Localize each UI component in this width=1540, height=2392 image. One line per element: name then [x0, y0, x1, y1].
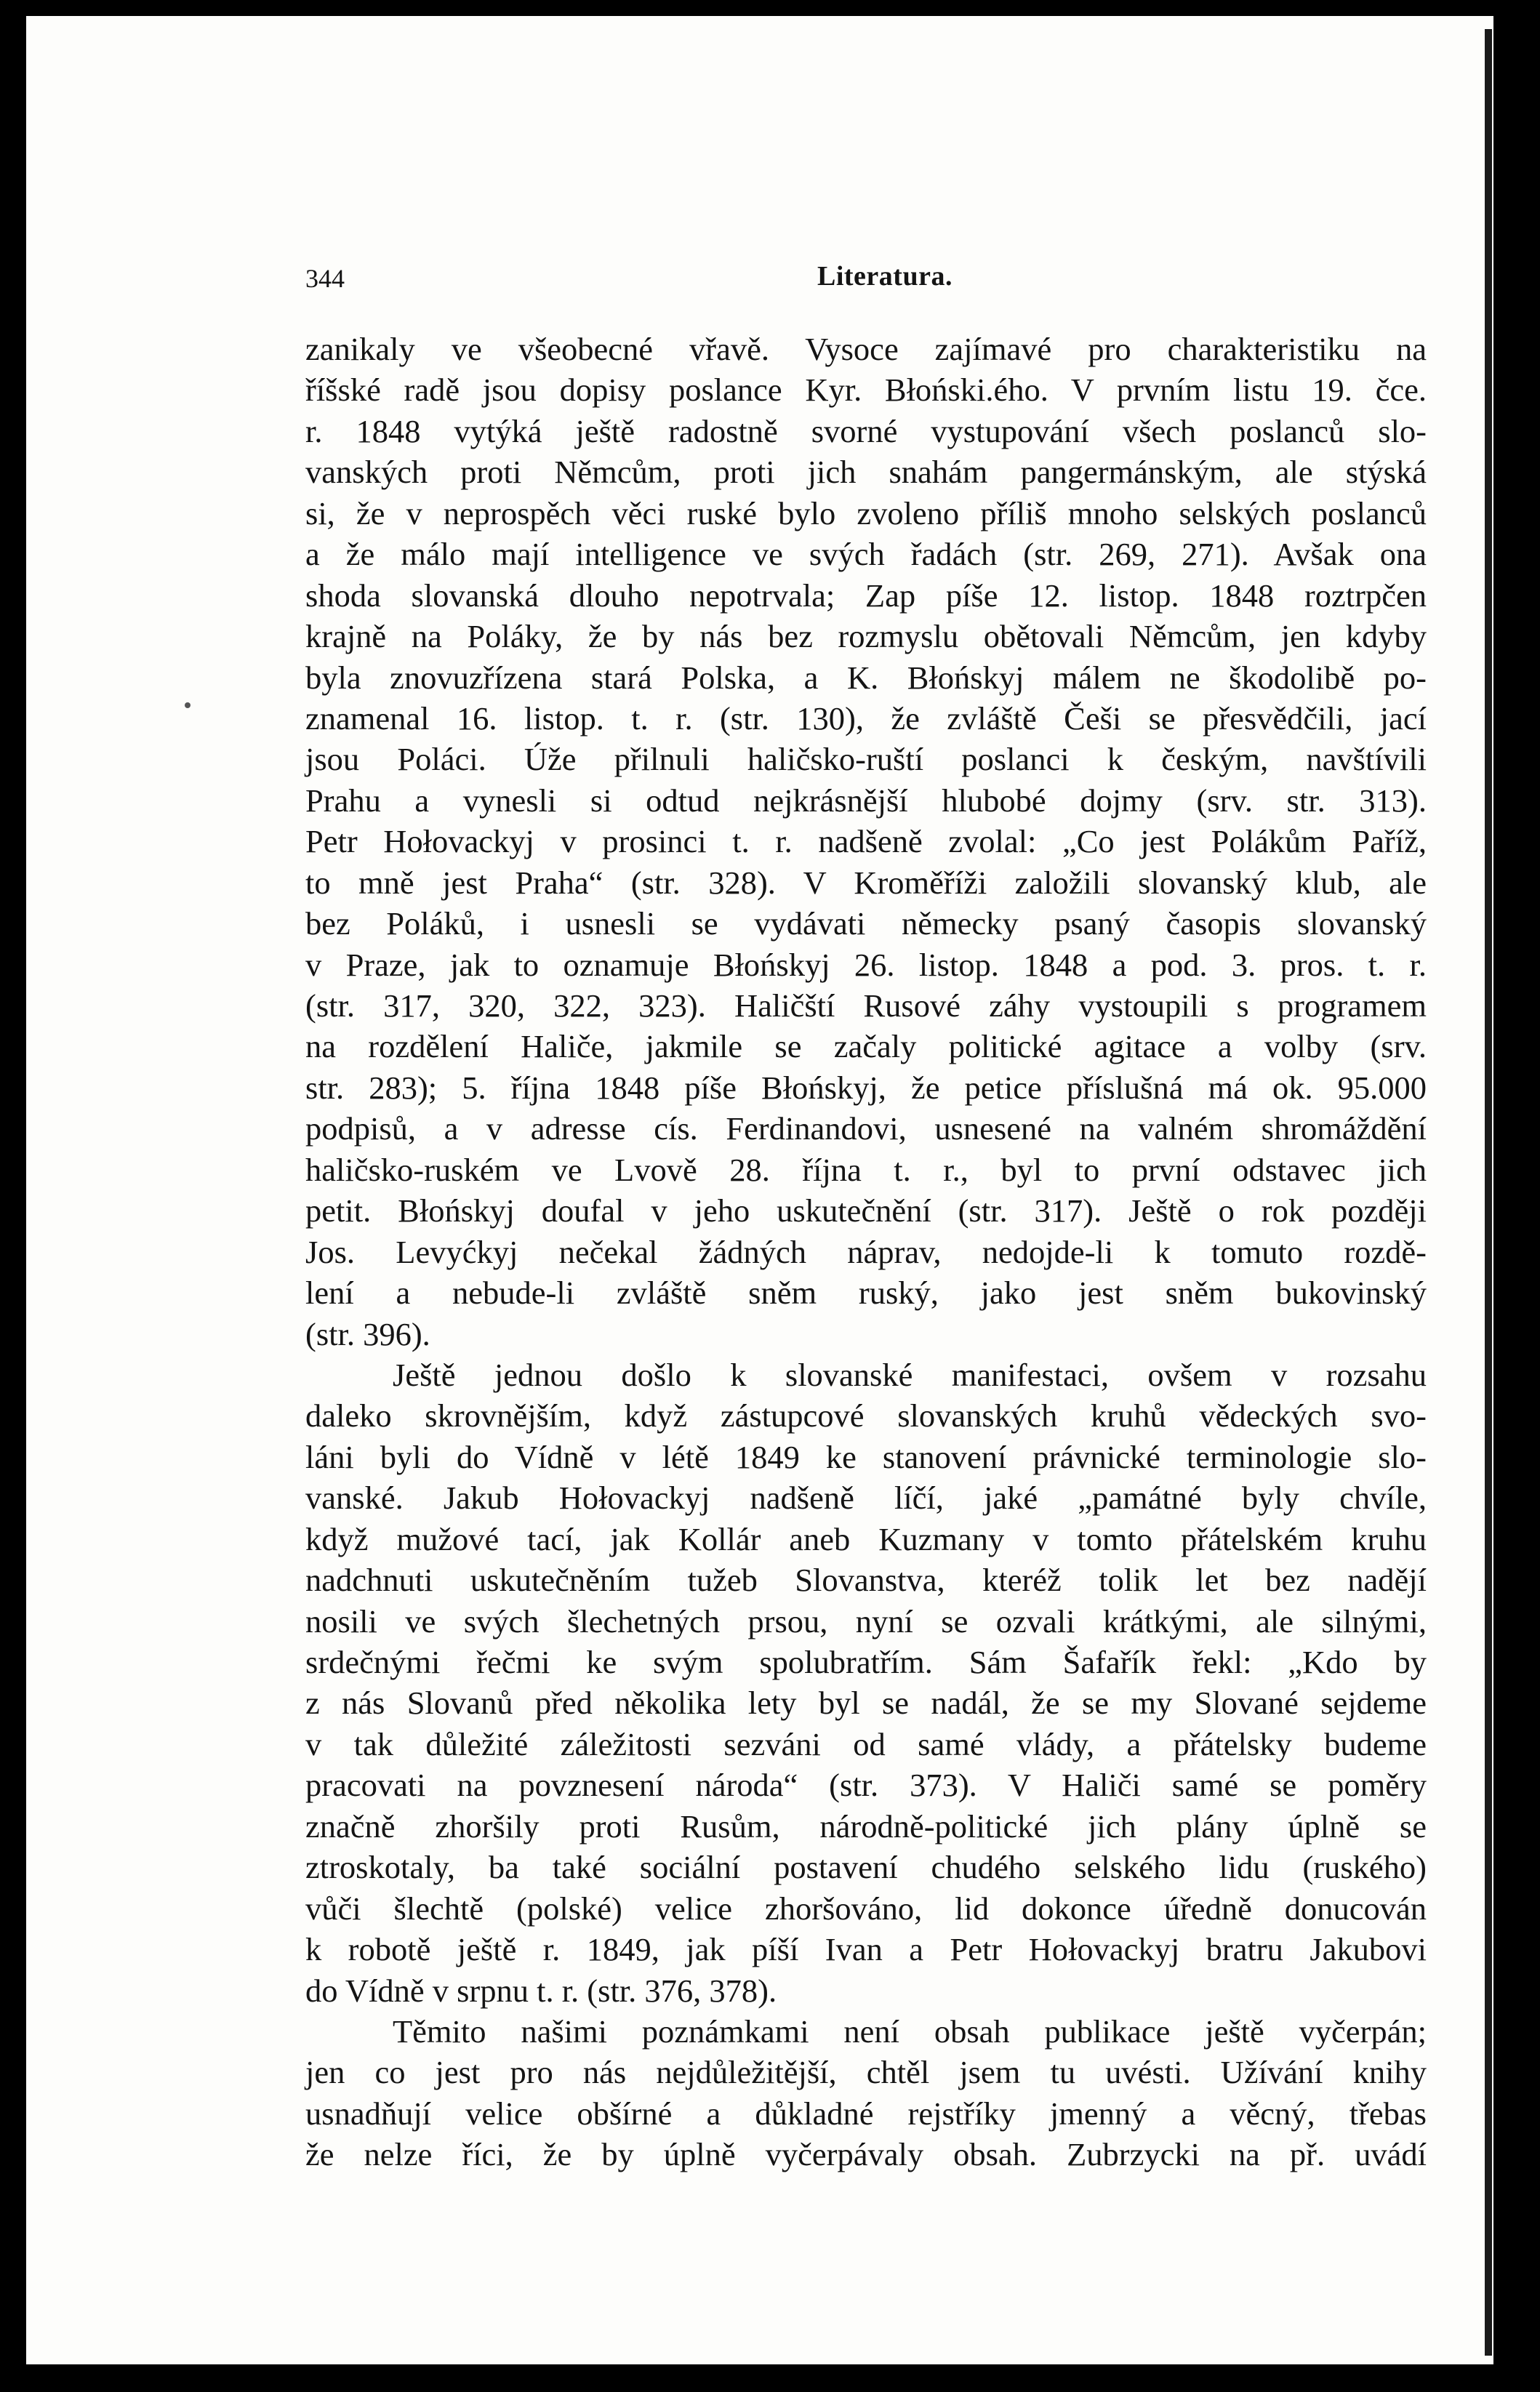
paragraph-first-line: Těmito našimi poznámkami není obsah publikace ještě vyčerpán;	[393, 2012, 1427, 2050]
text-line: Jos. Levyćkyj nečekal žádných náprav, nedojde-li k tomuto rozdě-	[305, 1233, 1427, 1270]
margin-dot-mark	[185, 702, 191, 708]
body-text	[305, 329, 1427, 2175]
text-line: srdečnými řečmi ke svým spolubratřím. Sám Šafařík řekl: „Kdo by	[305, 1644, 1427, 1680]
text-line: usnadňují velice obšírné a důkladné rejstříky jmenný a věcný, třebas	[305, 2095, 1427, 2132]
text-line: vanských proti Němcům, proti jich snahám pangermánským, ale stýská	[305, 454, 1427, 491]
text-line: v Praze, jak to oznamuje Błońskyj 26. listop. 1848 a pod. 3. pros. t. r.	[305, 946, 1427, 983]
text-line: daleko skrovnějším, když zástupcové slovanských kruhů vědeckých svo-	[305, 1397, 1427, 1434]
text-line: v tak důležité záležitosti sezváni od samé vlády, a přátelsky budeme	[305, 1725, 1427, 1762]
running-title: Literatura.	[817, 261, 953, 292]
page-edge-shadow	[1485, 29, 1492, 2356]
page-number: 344	[305, 264, 345, 293]
text-line: lení a nebude-li zvláště sněm ruský, jako jest sněm bukovinský	[305, 1275, 1427, 1312]
text-line: jsou Poláci. Úže přilnuli haličsko-ruští poslanci k českým, navštívili	[305, 741, 1427, 778]
text-line: shoda slovanská dlouho nepotrvala; Zap píše 12. listop. 1848 roztrpčen	[305, 577, 1427, 614]
text-line: (str. 396).	[305, 1315, 430, 1352]
paragraph-first-line: Ještě jednou došlo k slovanské manifestaci, ovšem v rozsahu	[393, 1356, 1427, 1393]
text-line: Petr Hołovackyj v prosinci t. r. nadšeně zvolal: „Co jest Polákům Paříž,	[305, 823, 1427, 860]
text-line: znamenal 16. listop. t. r. (str. 130), že zvláště Češi se přesvědčili, jací	[305, 699, 1427, 737]
text-line: na rozdělení Haliče, jakmile se začaly politické agitace a volby (srv.	[305, 1028, 1427, 1065]
text-line: si, že v neprospěch věci ruské bylo zvoleno příliš mnoho selských poslanců	[305, 494, 1427, 531]
text-line: nadchnuti uskutečněním tužeb Slovanstva, kteréž tolik let bez nadějí	[305, 1562, 1427, 1599]
text-line: láni byli do Vídně v létě 1849 ke stanovení právnické terminologie slo-	[305, 1438, 1427, 1475]
text-line: haličsko-ruském ve Lvově 28. října t. r., byl to první odstavec jich	[305, 1151, 1427, 1188]
text-line: to mně jest Praha“ (str. 328). V Kroměříži založili slovanský klub, ale	[305, 864, 1427, 901]
text-line: Prahu a vynesli si odtud nejkrásnější hlubobé dojmy (srv. str. 313).	[305, 782, 1427, 819]
text-line: k robotě ještě r. 1849, jak píší Ivan a Petr Hołovackyj bratru Jakubovi	[305, 1931, 1427, 1968]
text-line: byla znovuzřízena stará Polska, a K. Błońskyj málem ne škodolibě po-	[305, 659, 1427, 696]
text-line: (str. 317, 320, 322, 323). Haličští Rusové záhy vystoupili s programem	[305, 987, 1427, 1024]
text-line: podpisů, a v adresse cís. Ferdinandovi, usnesené na valném shromáždění	[305, 1110, 1427, 1147]
text-line: vanské. Jakub Hołovackyj nadšeně líčí, jaké „památné byly chvíle,	[305, 1480, 1427, 1517]
text-line: z nás Slovanů před několika lety byl se nadál, že se my Slované sejdeme	[305, 1685, 1427, 1722]
text-line: značně zhoršily proti Rusům, národně-politické jich plány úplně se	[305, 1807, 1427, 1845]
text-line: petit. Błońskyj doufal v jeho uskutečnění (str. 317). Ještě o rok později	[305, 1192, 1427, 1229]
text-line: že nelze říci, že by úplně vyčerpávaly obsah. Zubrzycki na př. uvádí	[305, 2136, 1427, 2173]
text-line: ztroskotaly, ba také sociální postavení chudého selského lidu (ruského)	[305, 1849, 1427, 1886]
text-line: a že málo mají intelligence ve svých řadách (str. 269, 271). Avšak ona	[305, 536, 1427, 573]
text-line: zanikaly ve všeobecné vřavě. Vysoce zajímavé pro charakteristiku na	[305, 331, 1427, 367]
text-line: vůči šlechtě (polské) velice zhoršováno, lid dokonce úředně donucován	[305, 1890, 1427, 1927]
text-line: str. 283); 5. října 1848 píše Błońskyj, že petice příslušná má ok. 95.000	[305, 1069, 1427, 1106]
page-header	[305, 263, 1427, 307]
text-line: pracovati na povznesení národa“ (str. 373). V Haliči samé se poměry	[305, 1767, 1427, 1804]
text-line: r. 1848 vytýká ještě radostně svorné vystupování všech poslanců slo-	[305, 412, 1427, 449]
text-line: krajně na Poláky, že by nás bez rozmyslu obětovali Němcům, jen kdyby	[305, 618, 1427, 655]
text-line: jen co jest pro nás nejdůležitější, chtěl jsem tu uvésti. Užívání knihy	[305, 2054, 1427, 2091]
text-line: když mužové tací, jak Kollár aneb Kuzmany v tomto přátelském kruhu	[305, 1520, 1427, 1557]
text-line: do Vídně v srpnu t. r. (str. 376, 378).	[305, 1972, 777, 2009]
text-line: bez Poláků, i usnesli se vydávati německy psaný časopis slovanský	[305, 905, 1427, 942]
text-line: říšské radě jsou dopisy poslance Kyr. Błoński.ého. V prvním listu 19. čce.	[305, 372, 1427, 409]
text-line: nosili ve svých šlechetných prsou, nyní se ozvali krátkými, ale silnými,	[305, 1602, 1427, 1640]
